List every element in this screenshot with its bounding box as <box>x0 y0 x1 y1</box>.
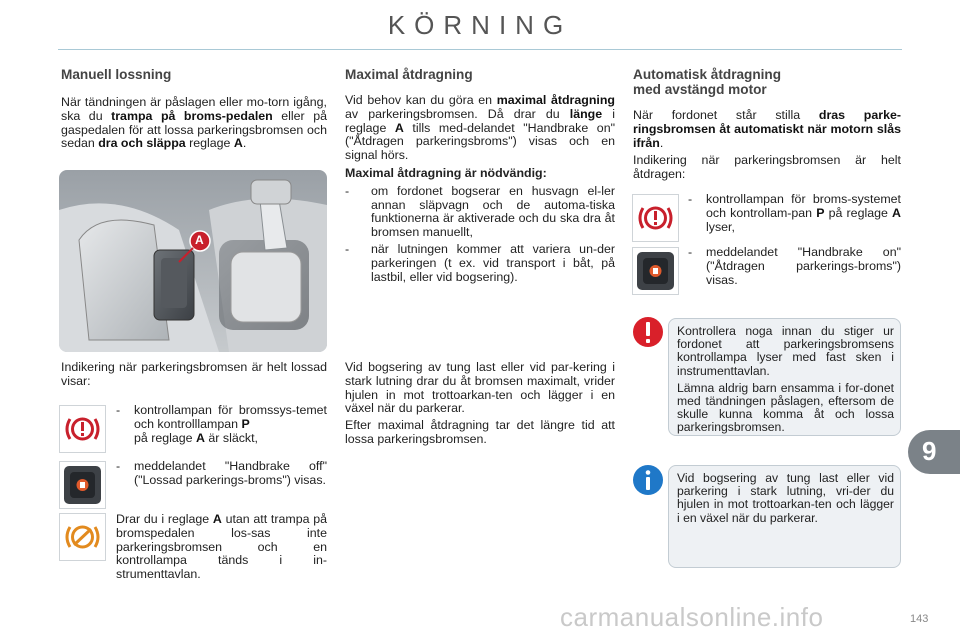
manual-release-heading: Manuell lossning <box>61 67 172 82</box>
max-tightening-heading: Maximal åtdragning <box>345 67 473 82</box>
auto-tightening-section <box>633 67 901 182</box>
auto-tightening-indication: Indikering när parkeringsbromsen är helt åtdragen: <box>633 153 901 182</box>
manual-release-section <box>61 67 327 151</box>
chapter-tab[interactable]: 9 <box>908 430 960 474</box>
max-tightening-bullet-1: - om fordonet bogserar en husvagn el-ler annan släpvagn och de automa-tiska funktionerna är aktiverade och du ska dra åt bromsen manuellt, <box>345 183 615 240</box>
release-indication-text: Indikering när parkeringsbromsen är helt lossad visar: <box>61 360 327 388</box>
brake-warning-icon <box>632 194 679 242</box>
brake-warning-icon <box>59 405 106 453</box>
max-tightening-towing: Vid bogsering av tung last eller vid par-kering i stark lutning drar du åt bromsen maximalt, vrider hjulen in mot trottoarkan-ten och lägger i en växel när du parkerar. Efter maximal åtdragning tar det längre tid att lossa parkeringsbromsen. <box>345 360 615 446</box>
handbrake-switch-icon <box>59 461 106 509</box>
page-title: KÖRNING <box>387 10 573 40</box>
auto-item-lamp: - kontrollampan för broms-systemet och kontrollam-pan P på reglage A lyser, <box>688 192 901 234</box>
manual-release-intro: När tändningen är påslagen eller mo-torn igång, ska du trampa på broms-pedalen eller på gaspedalen för att lossa parkeringsbromsen och sedan dra och släppa reglage A. <box>61 95 327 151</box>
exclamation-icon <box>632 316 664 353</box>
release-item-lamp: - kontrollampan för bromssys-temet och kontrolllampan P på reglage A är släckt, <box>116 403 327 445</box>
info-icon <box>632 464 664 501</box>
warning-note: Kontrollera noga innan du stiger ur fordonet att parkeringsbromsens kontrollampa lyser med fast sken i instrumenttavlan. Lämna aldrig barn ensamma i for-donet med tändningen påslagen, eftersom de skulle kunna komma åt och lossa parkeringsbromsen. <box>668 318 901 436</box>
reglage-a-label: A <box>195 233 204 247</box>
auto-tightening-intro: När fordonet står stilla dras parke-ringsbromsen åt automatiskt när motorn slås ifrån. <box>633 108 901 150</box>
info-note: Vid bogsering av tung last eller vid parkering i stark lutning, vri-der du hjulen in mot trottoarkan-ten och lägger i en växel när du parkerar. <box>668 465 901 568</box>
max-tightening-bullet-2: - när lutningen kommer att variera un-der parkeringen (t ex. vid transport i båt, på lastbil, eller vid bogsering). <box>345 241 615 284</box>
release-item-message: - meddelandet "Handbrake off" ("Lossad parkerings-broms") visas. <box>116 459 327 487</box>
auto-tightening-heading: Automatisk åtdragning med avstängd motor <box>633 67 782 97</box>
auto-item-message: - meddelandet "Handbrake on" ("Åtdragen parkerings-broms") visas. <box>688 245 901 287</box>
handbrake-switch-icon <box>632 247 679 295</box>
max-tightening-subheading: Maximal åtdragning är nödvändig: <box>345 165 547 180</box>
brake-fault-icon <box>59 513 106 561</box>
max-tightening-section <box>345 67 615 284</box>
release-item-fault: Drar du i reglage A utan att trampa på bromspedalen los-sas inte parkeringsbromsen och en kontrollampa tänds i in-strumenttavlan. <box>116 512 327 582</box>
page-number: 143 <box>910 613 929 625</box>
max-tightening-intro: Vid behov kan du göra en maximal åtdragning av parkeringsbromsen. Då drar du länge i reglage A tills med-delandet "Handbrake on" ("Åtdragen parkeringsbroms") visas och en signal hörs. <box>345 93 615 163</box>
title-divider <box>58 49 902 50</box>
console-photo <box>59 170 327 352</box>
watermark: carmanualsonline.info <box>560 602 824 632</box>
